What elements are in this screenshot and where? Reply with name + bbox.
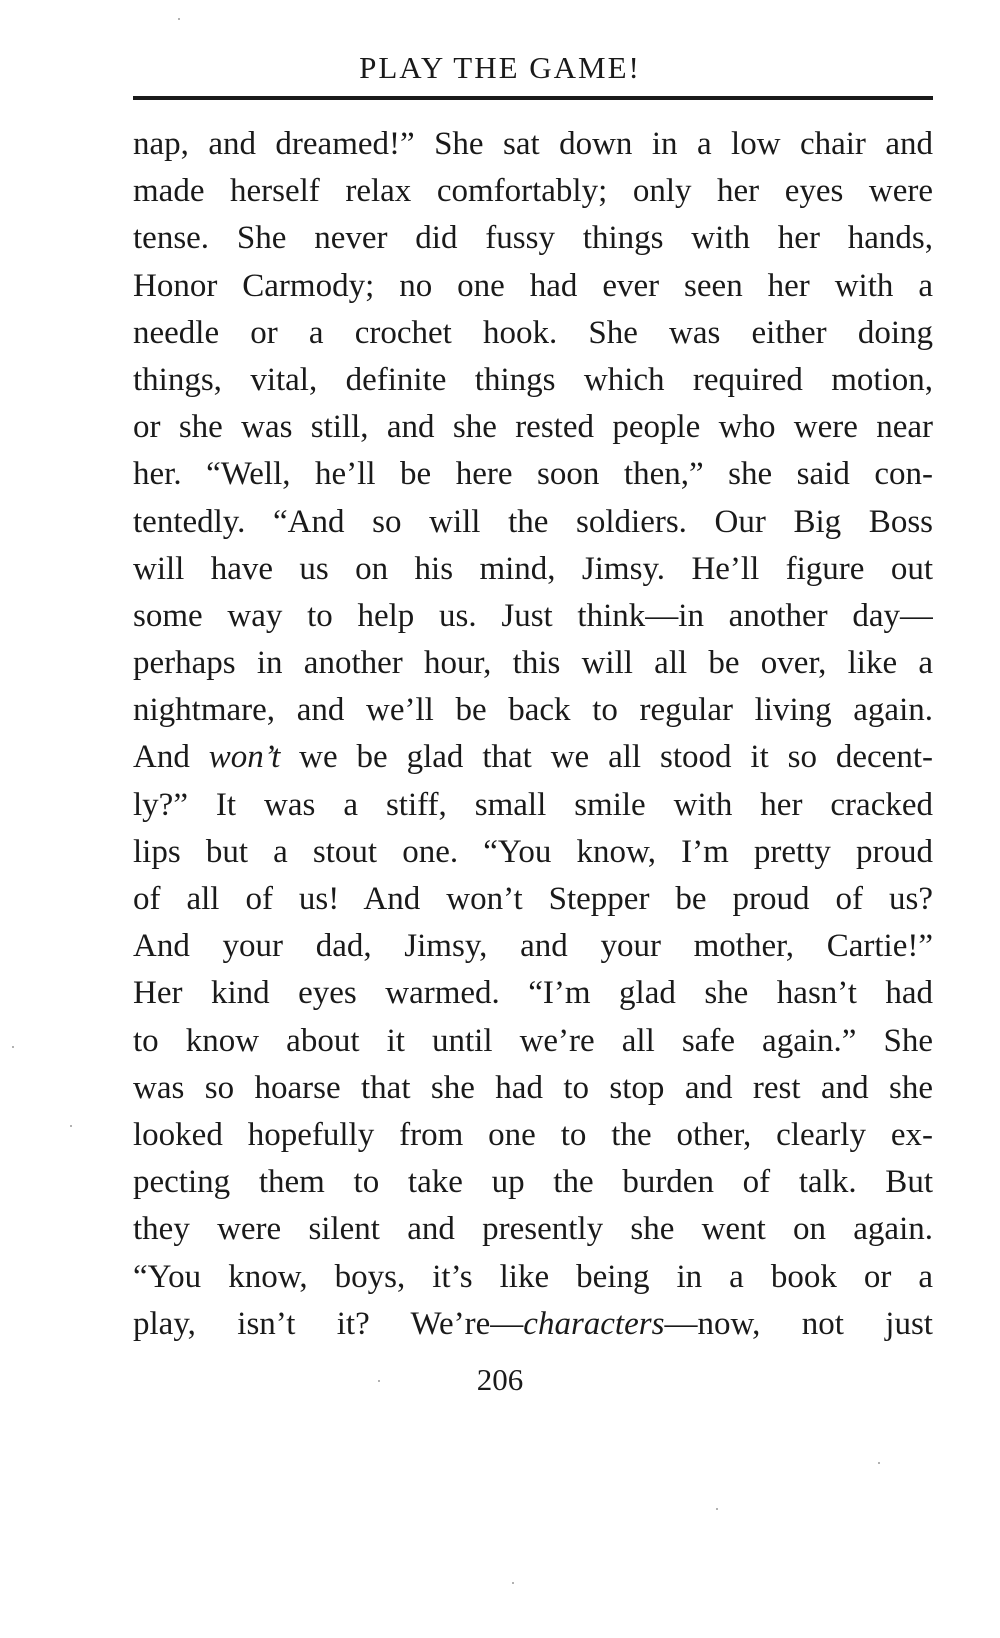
text-run: nightmare, and we’ll be back to regular living again. xyxy=(133,692,933,729)
text-line xyxy=(133,687,933,734)
text-line xyxy=(133,1112,933,1159)
text-run: lips but a stout one. “You know, I’m pretty proud xyxy=(133,833,933,870)
text-run: made herself relax comfortably; only her eyes were xyxy=(133,173,933,210)
body-text xyxy=(133,121,933,1348)
text-line xyxy=(133,1065,933,1112)
paper-speck xyxy=(716,1508,718,1510)
text-run: her. “Well, he’ll be here soon then,” she said con- xyxy=(133,456,933,493)
paper-speck xyxy=(178,18,180,20)
text-line xyxy=(133,734,933,781)
text-line xyxy=(133,1301,933,1348)
text-line xyxy=(133,970,933,1017)
text-run: needle or a crochet hook. She was either doing xyxy=(133,314,933,351)
text-line xyxy=(133,499,933,546)
text-line xyxy=(133,1159,933,1206)
text-line xyxy=(133,829,933,876)
text-run: things, vital, definite things which required motion, xyxy=(133,361,933,398)
text-line xyxy=(133,263,933,310)
text-run: pecting them to take up the burden of talk. But xyxy=(133,1164,933,1201)
text-line xyxy=(133,1254,933,1301)
page-number: 206 xyxy=(476,1362,524,1397)
text-line xyxy=(133,310,933,357)
text-run: “You know, boys, it’s like being in a book or a xyxy=(133,1258,933,1295)
paper-speck xyxy=(12,1046,14,1048)
text-run: Her kind eyes warmed. “I’m glad she hasn’t had xyxy=(133,975,933,1012)
text-line xyxy=(133,640,933,687)
text-line xyxy=(133,593,933,640)
text-line xyxy=(133,1206,933,1253)
text-line xyxy=(133,876,933,923)
italic-text: characters xyxy=(523,1305,665,1342)
paper-speck xyxy=(378,1380,380,1382)
paper-speck xyxy=(878,1462,880,1464)
text-run: we be glad that we all stood it so decent- xyxy=(280,739,933,776)
text-run: tense. She never did fussy things with her hands, xyxy=(133,220,933,257)
text-run: —now, not just xyxy=(664,1305,933,1342)
text-run: Honor Carmody; no one had ever seen her with a xyxy=(133,267,933,304)
text-run: looked hopefully from one to the other, clearly ex- xyxy=(133,1116,933,1153)
text-line xyxy=(133,215,933,262)
text-run: ly?” It was a stiff, small smile with her cracked xyxy=(133,786,933,823)
text-run: tentedly. “And so will the soldiers. Our Big Boss xyxy=(133,503,933,540)
paper-speck xyxy=(512,1582,514,1584)
text-line xyxy=(133,121,933,168)
text-run: nap, and dreamed!” She sat down in a low chair and xyxy=(133,126,933,162)
text-line xyxy=(133,782,933,829)
text-run: they were silent and presently she went on again. xyxy=(133,1211,933,1248)
text-line xyxy=(133,404,933,451)
text-run: some way to help us. Just think—in another day— xyxy=(133,597,933,634)
text-run: will have us on his mind, Jimsy. He’ll figure out xyxy=(133,550,933,587)
text-line xyxy=(133,168,933,215)
header-rule xyxy=(133,96,933,100)
text-run: to know about it until we’re all safe again.” She xyxy=(133,1022,933,1059)
text-line xyxy=(133,546,933,593)
running-title: PLAY THE GAME! xyxy=(359,50,641,85)
text-run: perhaps in another hour, this will all be over, like a xyxy=(133,645,933,682)
text-run: And xyxy=(133,739,209,776)
text-line xyxy=(133,451,933,498)
text-run: was so hoarse that she had to stop and rest and she xyxy=(133,1069,933,1106)
text-line xyxy=(133,1018,933,1065)
paper-speck xyxy=(70,1125,72,1127)
text-line xyxy=(133,357,933,404)
text-run: of all of us! And won’t Stepper be proud of us? xyxy=(133,881,933,917)
text-line xyxy=(133,923,933,970)
text-run: or she was still, and she rested people who were near xyxy=(133,409,933,446)
italic-text: won’t xyxy=(208,739,281,776)
text-run: play, isn’t it? We’re— xyxy=(133,1305,524,1342)
text-run: And your dad, Jimsy, and your mother, Cartie!” xyxy=(133,928,933,965)
